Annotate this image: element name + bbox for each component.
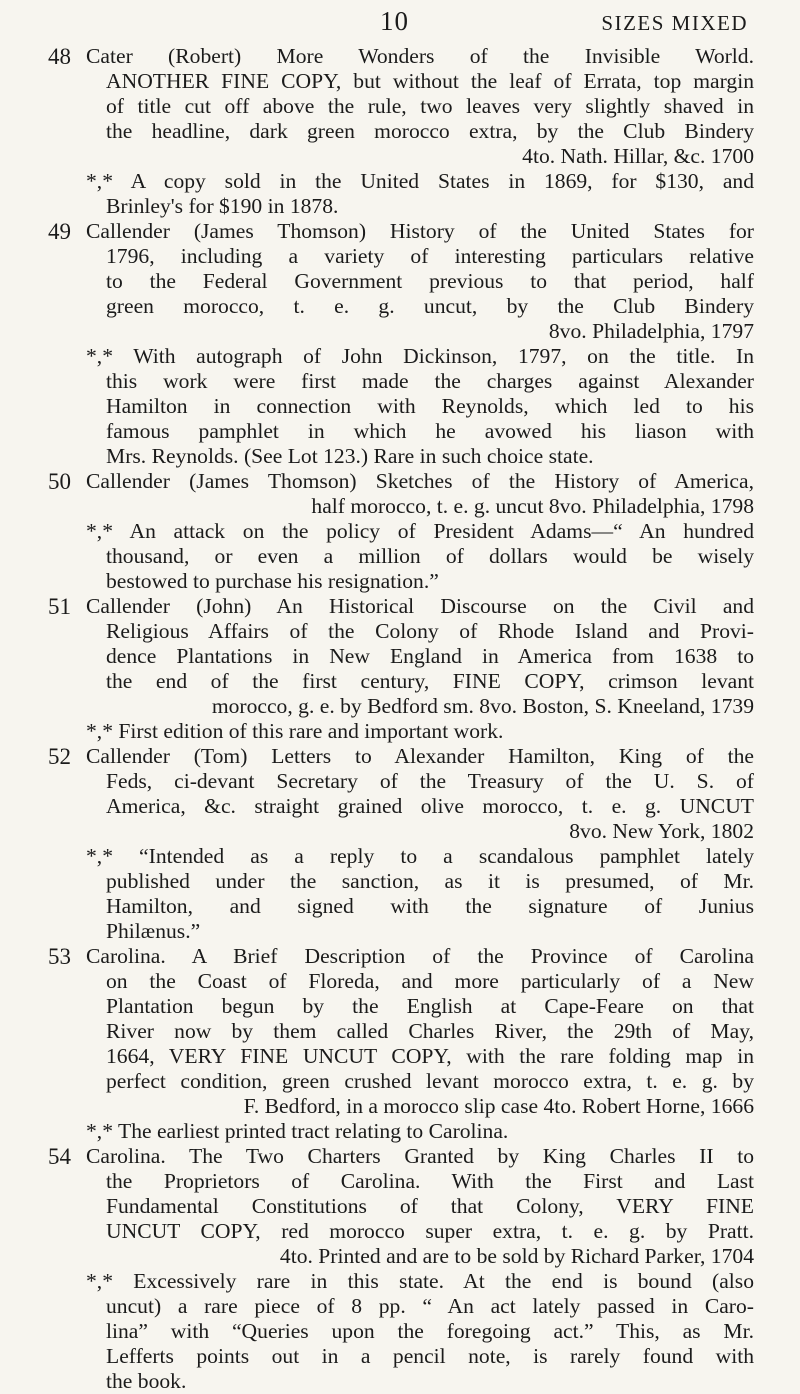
lot-number: 51 xyxy=(48,594,71,619)
entry-note-line: *,* First edition of this rare and important work. xyxy=(86,719,504,743)
entry-line: of title cut off above the rule, two leaves very slightly shaved in xyxy=(106,94,754,118)
entry-note-line: the book. xyxy=(106,1369,187,1393)
entry-line: morocco, g. e. by Bedford sm. 8vo. Boston, S. Kneeland, 1739 xyxy=(211,694,754,718)
entry-note-line: Brinley's for $190 in 1878. xyxy=(106,194,339,218)
lot-number: 49 xyxy=(48,219,71,244)
entry-note-line: *,* A copy sold in the United States in 1869, for $130, and xyxy=(86,169,754,193)
entry-line: Callender (Tom) Letters to Alexander Hamilton, King of the xyxy=(86,744,754,768)
catalogue-entries xyxy=(0,44,800,1394)
entry-line: ANOTHER FINE COPY, but without the leaf of Errata, top margin xyxy=(106,69,754,93)
catalogue-entry xyxy=(0,469,800,594)
catalogue-entry xyxy=(0,219,800,469)
entry-line: America, &c. straight grained olive morocco, t. e. g. UNCUT xyxy=(106,794,754,818)
entry-note-line: thousand, or even a million of dollars would be wisely xyxy=(106,544,754,568)
catalogue-entry xyxy=(0,944,800,1144)
entry-line: UNCUT COPY, red morocco super extra, t. e. g. by Pratt. xyxy=(106,1219,754,1243)
entry-note-line: *,* With autograph of John Dickinson, 1797, on the title. In xyxy=(86,344,754,368)
entry-line: Callender (James Thomson) History of the United States for xyxy=(86,219,754,243)
entry-description xyxy=(86,944,754,1144)
entry-line: River now by them called Charles River, the 29th of May, xyxy=(106,1019,754,1043)
running-head: SIZES MIXED xyxy=(601,11,748,35)
entry-line: Carolina. The Two Charters Granted by King Charles II to xyxy=(86,1144,754,1168)
entry-note-line: *,* Excessively rare in this state. At the end is bound (also xyxy=(86,1269,754,1293)
entry-line: 1796, including a variety of interesting particulars relative xyxy=(106,244,754,268)
entry-description xyxy=(86,594,754,744)
lot-number: 48 xyxy=(48,44,71,69)
entry-line: Religious Affairs of the Colony of Rhode Island and Provi- xyxy=(106,619,754,643)
entry-description xyxy=(86,744,754,944)
lot-number: 50 xyxy=(48,469,71,494)
catalogue-entry xyxy=(0,1144,800,1394)
entry-note-line: published under the sanction, as it is presumed, of Mr. xyxy=(106,869,754,893)
entry-line: Callender (John) An Historical Discourse on the Civil and xyxy=(86,594,754,618)
entry-note-line: *,* “Intended as a reply to a scandalous pamphlet lately xyxy=(86,844,754,868)
entry-note-line: bestowed to purchase his resignation.” xyxy=(106,569,439,593)
entry-note-line: *,* The earliest printed tract relating to Carolina. xyxy=(86,1119,509,1143)
entry-line: the end of the first century, FINE COPY, crimson levant xyxy=(106,669,754,693)
entry-line: Carolina. A Brief Description of the Province of Carolina xyxy=(86,944,754,968)
entry-line: Feds, ci-devant Secretary of the Treasury of the U. S. of xyxy=(106,769,754,793)
entry-description xyxy=(86,219,754,469)
entry-line: 8vo. Philadelphia, 1797 xyxy=(548,319,754,343)
entry-note-line: Mrs. Reynolds. (See Lot 123.) Rare in such choice state. xyxy=(106,444,594,468)
lot-number: 54 xyxy=(48,1144,71,1169)
page-header xyxy=(0,6,800,42)
entry-line: on the Coast of Floreda, and more particularly of a New xyxy=(106,969,754,993)
entry-line: Plantation begun by the English at Cape-Feare on that xyxy=(106,994,754,1018)
entry-line: the Proprietors of Carolina. With the First and Last xyxy=(106,1169,754,1193)
entry-description xyxy=(86,469,754,594)
entry-note-line: Hamilton in connection with Reynolds, which led to his xyxy=(106,394,754,418)
entry-note-line: famous pamphlet in which he avowed his liason with xyxy=(106,419,754,443)
entry-line: half morocco, t. e. g. uncut 8vo. Philadelphia, 1798 xyxy=(311,494,754,518)
entry-note-line: Lefferts points out in a pencil note, is rarely found with xyxy=(106,1344,754,1368)
entry-line: dence Plantations in New England in America from 1638 to xyxy=(106,644,754,668)
entry-description xyxy=(86,1144,754,1394)
catalogue-entry xyxy=(0,744,800,944)
entry-line: 4to. Printed and are to be sold by Richard Parker, 1704 xyxy=(279,1244,754,1268)
entry-line: Fundamental Constitutions of that Colony, VERY FINE xyxy=(106,1194,754,1218)
entry-note-line: Philænus.” xyxy=(106,919,201,943)
entry-line: Cater (Robert) More Wonders of the Invisible World. xyxy=(86,44,754,68)
entry-note-line: Hamilton, and signed with the signature of Junius xyxy=(106,894,754,918)
entry-description xyxy=(86,44,754,219)
entry-line: 1664, VERY FINE UNCUT COPY, with the rare folding map in xyxy=(106,1044,754,1068)
entry-note-line: uncut) a rare piece of 8 pp. “ An act lately passed in Caro- xyxy=(106,1294,754,1318)
lot-number: 53 xyxy=(48,944,71,969)
entry-note-line: lina” with “Queries upon the foregoing act.” This, as Mr. xyxy=(106,1319,754,1343)
catalogue-entry xyxy=(0,44,800,219)
entry-line: F. Bedford, in a morocco slip case 4to. Robert Horne, 1666 xyxy=(243,1094,754,1118)
entry-note-line: this work were first made the charges against Alexander xyxy=(106,369,754,393)
entry-line: the headline, dark green morocco extra, by the Club Bindery xyxy=(106,119,754,143)
entry-line: 8vo. New York, 1802 xyxy=(569,819,754,843)
entry-line: to the Federal Government previous to that period, half xyxy=(106,269,754,293)
entry-note-line: *,* An attack on the policy of President Adams—“ An hundred xyxy=(86,519,754,543)
catalogue-entry xyxy=(0,594,800,744)
entry-line: Callender (James Thomson) Sketches of the History of America, xyxy=(86,469,754,493)
page-number: 10 xyxy=(380,6,409,36)
entry-line: 4to. Nath. Hillar, &c. 1700 xyxy=(522,144,754,168)
entry-line: green morocco, t. e. g. uncut, by the Club Bindery xyxy=(106,294,754,318)
entry-line: perfect condition, green crushed levant morocco extra, t. e. g. by xyxy=(106,1069,754,1093)
lot-number: 52 xyxy=(48,744,71,769)
